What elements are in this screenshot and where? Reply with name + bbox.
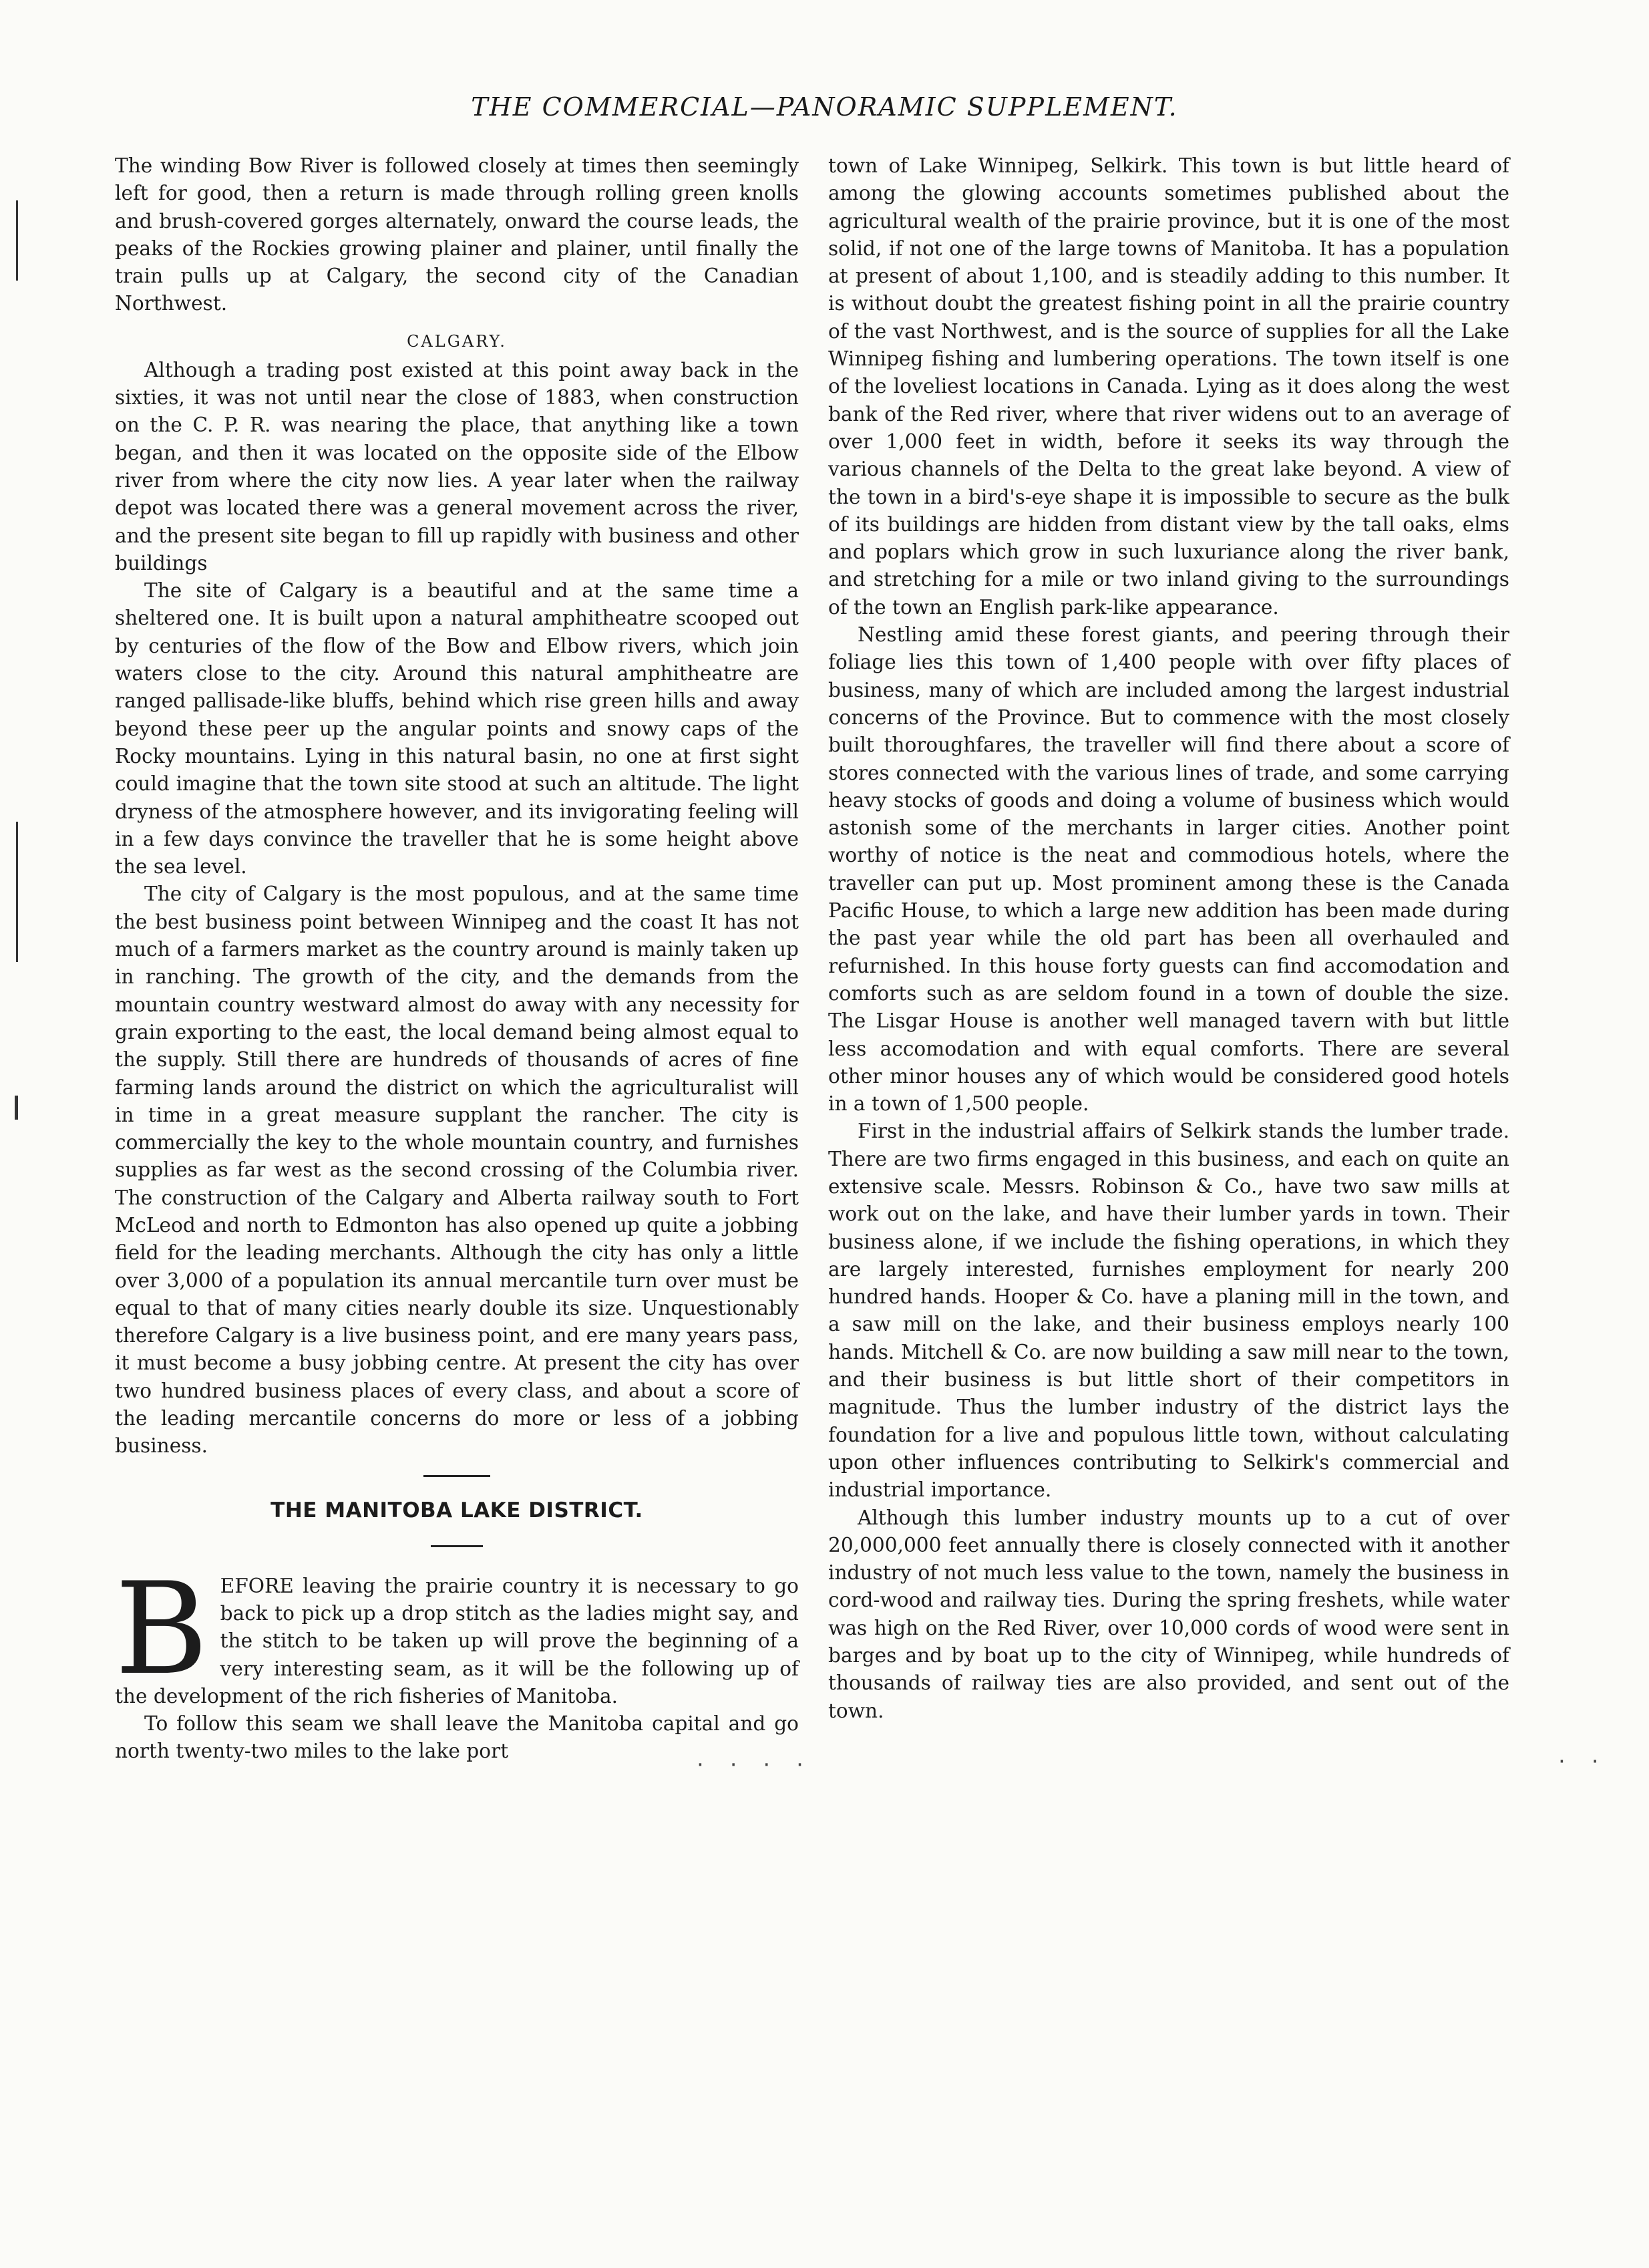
paragraph-manitoba-intro <box>115 1555 799 1710</box>
right-column <box>828 152 1509 1725</box>
paragraph-manitoba-intro-text: EFORE leaving the prairie country it is necessary to go back to pick up a drop stitch as the ladies might say, and the stitch to be taken up will prove the beginning of a very interesting seam, as it will be the following up of the development of the rich fisheries of Manitoba. <box>115 1574 799 1708</box>
paragraph-calgary-site: The site of Calgary is a beautiful and at the same time a sheltered one. It is built upon a natural amphitheatre scooped out by centuries of the flow of the Bow and Elbow rivers, which join waters close to the city. Around this natural amphitheatre are ranged pallisade-like bluffs, behind which rise green hills and away beyond these peer up the angular points and snowy caps of the Rocky mountains. Lying in this natural basin, no one at first sight could imagine that the town site stood at such an altitude. The light dryness of the atmosphere however, and its invigorating feeling will in a few days convince the traveller that he is some height above the sea level. <box>115 579 799 878</box>
running-head: THE COMMERCIAL—PANORAMIC SUPPLEMENT. <box>471 92 1178 122</box>
paragraph-manitoba-seam: To follow this seam we shall leave the Manitoba capital and go north twenty-two miles to the lake port <box>115 1712 799 1763</box>
drop-cap: B <box>115 1555 208 1703</box>
paragraph-selkirk-lumber: First in the industrial affairs of Selkirk stands the lumber trade. There are two firms engaged in this business, and each on quite an extensive scale. Messrs. Robinson & Co., have two saw mills at work out on the lake, and have their lumber yards in town. Their business alone, if we include the fishing operations, in which they are largely interested, furnishes employment for nearly 200 hundred hands. Hooper & Co. have a planing mill in the town, and a saw mill on the lake, and their business employs nearly 100 hands. Mitchell & Co. are now building a saw mill near to the town, and their business is but little short of their competitors in magnitude. Thus the lumber industry of the district lays the foundation for a live and populous little town, without calculating upon other influences contributing to Selkirk's commercial and industrial importance. <box>828 1120 1509 1502</box>
paragraph-calgary-business: The city of Calgary is the most populous, and at the same time the best business point between Winnipeg and the coast It has not much of a farmers market as the country around is mainly taken up in ranching. The growth of the city, and the demands from the mountain country westward almost do away with any necessity for grain exporting to the east, the local demand being almost equal to the supply. Still there are hundreds of thousands of acres of fine farming lands around the district on which the agriculturalist will in time in a great measure supplant the rancher. The city is commercially the key to the whole mountain country, and furnishes supplies as far west as the second crossing of the Columbia river. The construction of the Calgary and Alberta railway south to Fort McLeod and north to Edmonton has also opened up quite a jobbing field for the leading merchants. Although the city has only a little over 3,000 of a population its annual mercantile turn over must be equal to that of many cities nearly double its size. Unquestionably therefore Calgary is a live business point, and ere many years pass, it must become a busy jobbing centre. At present the city has over two hundred business places of every class, and about a score of the leading mercantile concerns do more or less of a jobbing business. <box>115 882 799 1458</box>
paragraph-selkirk-hotels: Nestling amid these forest giants, and peering through their foliage lies this town of 1,400 people with over fifty places of business, many of which are included among the largest industrial concerns of the Province. But to commence with the most closely built thoroughfares, the traveller will find there about a score of stores connected with the various lines of trade, and some carrying heavy stocks of goods and doing a volume of business which would astonish some of the merchants in larger cities. Another point worthy of notice is the neat and commodious hotels, where the traveller can put up. Most prominent among these is the Canada Pacific House, to which a large new addition has been made during the past year while the old part has been all overhauled and refurnished. In this house forty guests can find accomodation and comforts such as are seldom found in a town of double the size. The Lisgar House is another well managed tavern with but little less accomodation and with equal comforts. There are several other minor houses any of which would be considered good hotels in a town of 1,500 people. <box>828 623 1509 1116</box>
section-divider <box>423 1475 490 1477</box>
subhead-calgary: CALGARY. <box>407 331 507 351</box>
margin-scan-mark <box>15 1096 18 1120</box>
title-underline <box>431 1545 483 1547</box>
scan-dots: · · <box>1556 1750 1606 1772</box>
scan-dots: · · · · <box>695 1754 811 1776</box>
margin-scan-mark <box>16 200 18 281</box>
paragraph-selkirk-town: town of Lake Winnipeg, Selkirk. This town is but little heard of among the glowing accounts sometimes published about the agricultural wealth of the prairie province, but it is one of the most solid, if not one of the large towns of Manitoba. It has a population at present of about 1,100, and is steadily adding to this number. It is without doubt the greatest fishing point in all the prairie country of the vast Northwest, and is the source of supplies for all the Lake Winnipeg fishing and lumbering operations. The town itself is one of the loveliest locations in Canada. Lying as it does along the west bank of the Red river, where that river widens out to an average of over 1,000 feet in width, before it seeks its way through the various channels of the Delta to the great lake beyond. A view of the town in a bird's-eye shape it is impossible to secure as the bulk of its buildings are hidden from distant view by the tall oaks, elms and poplars which grow in such luxuriance along the river bank, and stretching for a mile or two inland giving to the surroundings of the town an English park-like appearance. <box>828 154 1509 619</box>
paragraph-bow-river: The winding Bow River is followed closely at times then seemingly left for good, then a return is made through rolling green knolls and brush-covered gorges alternately, onward the course leads, the peaks of the Rockies growing plainer and plainer, until finally the train pulls up at Calgary, the second city of the Canadian Northwest. <box>115 154 799 315</box>
paragraph-selkirk-cordwood: Although this lumber industry mounts up to a cut of over 20,000,000 feet annually there is closely connected with it another industry of not much less value to the town, namely the business in cord-wood and railway ties. During the spring freshets, while water was high on the Red River, over 10,000 cords of wood were sent in barges and by boat up to the city of Winnipeg, while hundreds of thousands of railway ties are also provided, and sent out of the town. <box>828 1506 1509 1722</box>
section-title-manitoba: THE MANITOBA LAKE DISTRICT. <box>270 1498 643 1522</box>
margin-scan-mark <box>16 822 18 962</box>
left-column <box>115 152 799 1766</box>
paragraph-calgary-history: Although a trading post existed at this point away back in the sixties, it was not until near the close of 1883, when construction on the C. P. R. was nearing the place, that anything like a town began, and then it was located on the opposite side of the Elbow river from where the city now lies. A year later when the railway depot was located there was a general movement across the river, and the present site began to fill up rapidly with business and other buildings <box>115 358 799 575</box>
